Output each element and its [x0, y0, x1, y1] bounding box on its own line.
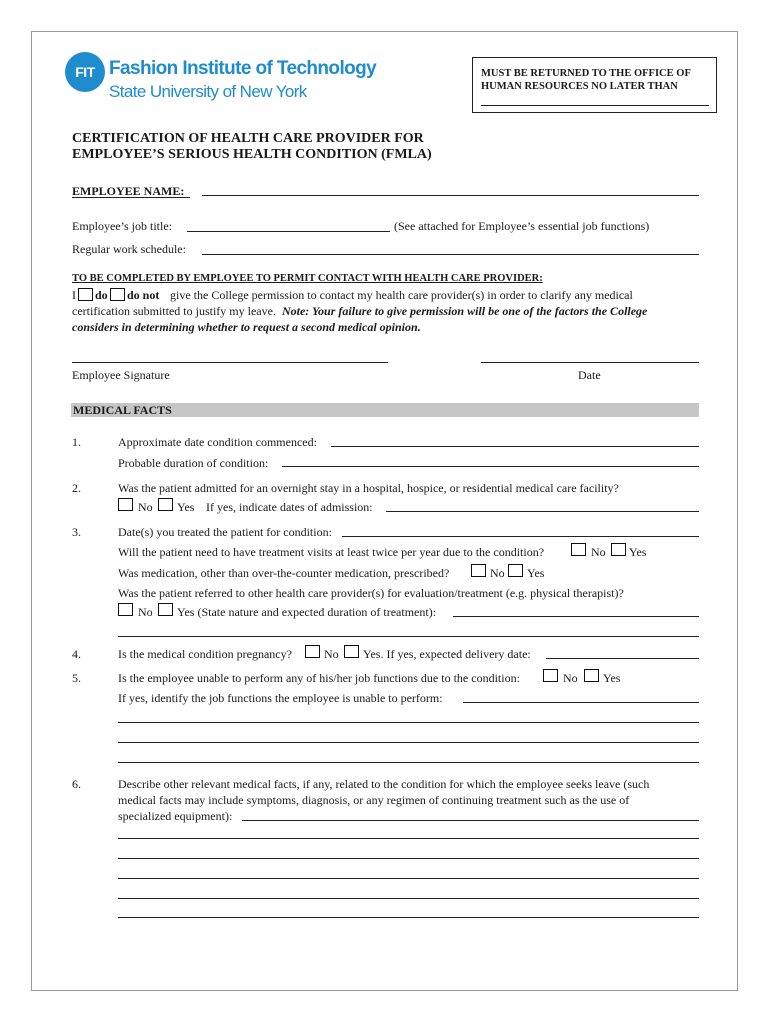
fit-logo-badge: FIT [65, 52, 105, 92]
permission-do-not-label: do not [127, 288, 160, 302]
employee-name-field[interactable] [202, 195, 699, 196]
q6-medical-facts-line-3[interactable] [118, 858, 699, 859]
q4-yes-label: Yes. If yes, expected delivery date: [363, 647, 531, 661]
return-date-field[interactable] [481, 105, 709, 106]
q3-treated-dates-field[interactable] [342, 536, 699, 537]
q2-yes-checkbox[interactable] [158, 498, 173, 511]
q2-number: 2. [72, 481, 81, 495]
q3-referral-yes-checkbox[interactable] [158, 603, 173, 616]
permission-heading: TO BE COMPLETED BY EMPLOYEE TO PERMIT CONTACT WITH HEALTH CARE PROVIDER: [72, 273, 543, 284]
q5-job-functions-field[interactable] [463, 702, 699, 703]
q2-yes-label: Yes [177, 500, 195, 514]
q4-no-checkbox[interactable] [305, 645, 320, 658]
q3-referral-yes-label: Yes (State nature and expected duration of treatment): [177, 605, 437, 619]
q3-visits-yes-label: Yes [629, 545, 647, 559]
q3-referral-no-checkbox[interactable] [118, 603, 133, 616]
q6-medical-facts-line-5[interactable] [118, 898, 699, 899]
job-title-field[interactable] [187, 231, 390, 232]
q2-admission-label: If yes, indicate dates of admission: [206, 500, 373, 514]
q3-medication-yes-label: Yes [527, 566, 545, 580]
q3-visits-yes-checkbox[interactable] [611, 543, 626, 556]
employee-signature-field[interactable] [72, 362, 388, 363]
q4-delivery-date-field[interactable] [546, 658, 699, 659]
q1-duration-field[interactable] [282, 466, 699, 467]
q3-number: 3. [72, 525, 81, 539]
q5-job-functions-line-2[interactable] [118, 722, 699, 723]
q6-medical-facts-line-2[interactable] [118, 838, 699, 839]
q1-number: 1. [72, 435, 81, 449]
q3-visits-question: Will the patient need to have treatment visits at least twice per year due to the condition? [118, 545, 545, 559]
q6-text-line-1: Describe other relevant medical facts, if any, related to the condition for which the employee seeks leave (such [118, 777, 650, 791]
medical-facts-header [71, 403, 699, 417]
logo-institution-name: Fashion Institute of Technology [109, 58, 377, 79]
q4-number: 4. [72, 647, 81, 661]
q6-text-line-3: specialized equipment): [118, 809, 233, 823]
q1-date-commenced-field[interactable] [331, 446, 699, 447]
permission-line-2-note: Note: Your failure to give permission will be one of the factors the College [281, 304, 648, 318]
q3-visits-no-label: No [591, 545, 606, 559]
q6-medical-facts-field[interactable] [242, 820, 699, 821]
q5-question: Is the employee unable to perform any of his/her job functions due to the condition: [118, 671, 520, 685]
permission-text-line-2 [72, 304, 647, 318]
q6-number: 6. [72, 777, 81, 791]
q3-referral-question: Was the patient referred to other health care provider(s) for evaluation/treatment (e.g. physical therapist)? [118, 586, 624, 600]
q3-medication-yes-checkbox[interactable] [508, 564, 523, 577]
form-title-line-1: CERTIFICATION OF HEALTH CARE PROVIDER FOR [72, 131, 424, 146]
q3-medication-no-label: No [490, 566, 505, 580]
return-deadline-text [481, 67, 691, 93]
q3-medication-question: Was medication, other than over-the-counter medication, prescribed? [118, 566, 450, 580]
q3-referral-details-field[interactable] [453, 616, 699, 617]
job-title-note: (See attached for Employee’s essential job functions) [394, 219, 650, 233]
q2-no-checkbox[interactable] [118, 498, 133, 511]
q2-question: Was the patient admitted for an overnight stay in a hospital, hospice, or residential medical care facility? [118, 481, 619, 495]
permission-do-label: do [95, 288, 108, 302]
permission-do-not-checkbox[interactable] [110, 288, 125, 301]
logo-university-name: State University of New York [109, 82, 307, 101]
q5-followup-label: If yes, identify the job functions the employee is unable to perform: [118, 691, 443, 705]
q3-medication-no-checkbox[interactable] [471, 564, 486, 577]
form-title [72, 131, 432, 163]
q5-job-functions-line-4[interactable] [118, 762, 699, 763]
q6-medical-facts-line-4[interactable] [118, 878, 699, 879]
q5-number: 5. [72, 671, 81, 685]
return-deadline-box [472, 57, 717, 113]
q4-yes-checkbox[interactable] [344, 645, 359, 658]
employee-name-label: EMPLOYEE NAME: [72, 184, 185, 198]
q5-no-label: No [563, 671, 578, 685]
form-title-line-2: EMPLOYEE’S SERIOUS HEALTH CONDITION (FMLA) [72, 147, 432, 162]
q4-question: Is the medical condition pregnancy? [118, 647, 292, 661]
q6-text-line-2: medical facts may include symptoms, diagnosis, or any regimen of continuing treatment such as the use of [118, 793, 630, 807]
q3-treated-label: Date(s) you treated the patient for condition: [118, 525, 332, 539]
q3-visits-no-checkbox[interactable] [571, 543, 586, 556]
q5-yes-checkbox[interactable] [584, 669, 599, 682]
signature-date-field[interactable] [481, 362, 699, 363]
employee-name-underline [72, 197, 190, 198]
q3-referral-details-line-2[interactable] [118, 636, 699, 637]
permission-text-line-1: give the College permission to contact my health care provider(s) in order to clarify any medical [170, 288, 633, 302]
q2-no-label: No [138, 500, 153, 514]
q5-no-checkbox[interactable] [543, 669, 558, 682]
work-schedule-field[interactable] [202, 254, 699, 255]
q6-medical-facts-line-6[interactable] [118, 917, 699, 918]
work-schedule-label: Regular work schedule: [72, 242, 186, 256]
employee-signature-label: Employee Signature [72, 368, 170, 382]
q5-job-functions-line-3[interactable] [118, 742, 699, 743]
q4-no-label: No [324, 647, 339, 661]
q1-duration-label: Probable duration of condition: [118, 456, 269, 470]
permission-line-2-plain: certification submitted to justify my leave. [72, 304, 276, 318]
permission-i: I [72, 288, 76, 302]
signature-date-label: Date [578, 368, 601, 382]
permission-text-line-3: considers in determining whether to request a second medical opinion. [72, 320, 421, 334]
return-line-1: MUST BE RETURNED TO THE OFFICE OF [481, 68, 691, 79]
q2-admission-dates-field[interactable] [386, 511, 699, 512]
job-title-label: Employee’s job title: [72, 219, 172, 233]
return-line-2: HUMAN RESOURCES NO LATER THAN [481, 81, 678, 92]
medical-facts-heading: MEDICAL FACTS [73, 403, 172, 417]
permission-do-checkbox[interactable] [78, 288, 93, 301]
q3-referral-no-label: No [138, 605, 153, 619]
q1-date-commenced-label: Approximate date condition commenced: [118, 435, 317, 449]
q5-yes-label: Yes [603, 671, 621, 685]
